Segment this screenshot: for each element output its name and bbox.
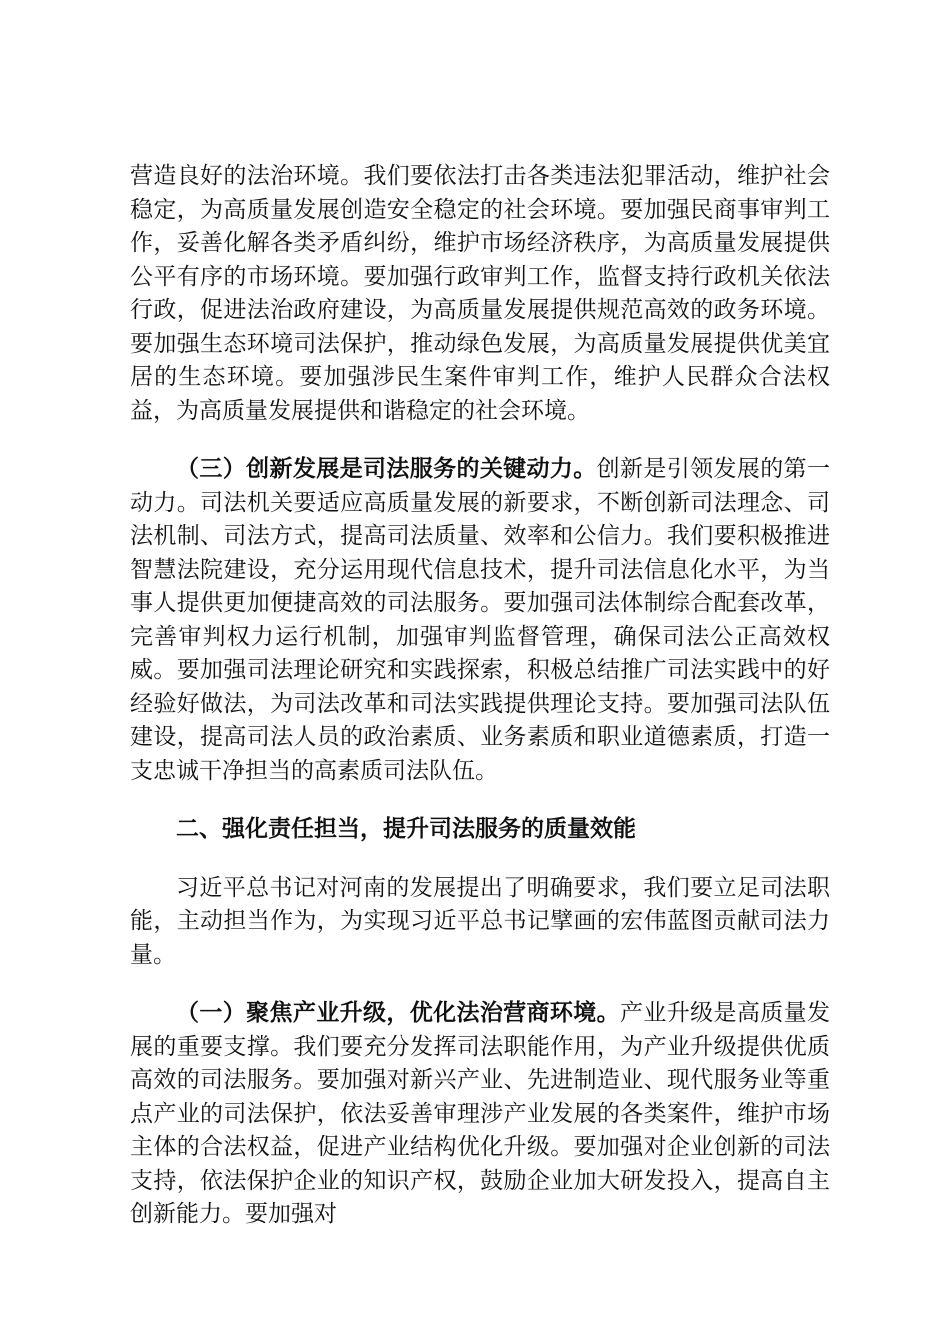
document-page [130, 160, 830, 1257]
paragraph-lead-heading: （一）聚焦产业升级，优化法治营商环境。 [176, 1000, 621, 1026]
paragraph-text: 产业升级是高质量发展的重要支撑。我们要充分发挥司法职能作用，为产业升级提供优质高效的司法服务。要加强对新兴产业、先进制造业、现代服务业等重点产业的司法保护，依法妥善审理涉产业发展的各类案件，维护市场主体的合法权益，促进产业结构优化升级。要加强对企业创新的司法支持，依法保护企业的知识产权，鼓励企业加大研发投入，提高自主创新能力。要加强对 [130, 1000, 831, 1227]
paragraph-text: 习近平总书记对河南的发展提出了明确要求，我们要立足司法职能，主动担当作为，为实现习近平总书记擘画的宏伟蓝图贡献司法力量。 [130, 874, 830, 968]
section-heading: 二、强化责任担当，提升司法服务的质量效能 [176, 816, 636, 842]
paragraph-innovation [130, 453, 830, 788]
paragraph-industry-upgrade [130, 997, 830, 1232]
paragraph-lead-heading: （三）创新发展是司法服务的关键动力。 [176, 456, 597, 482]
paragraph-section-intro [130, 872, 830, 973]
paragraph-legal-environment [130, 160, 830, 428]
paragraph-text: 创新是引领发展的第一动力。司法机关要适应高质量发展的新要求，不断创新司法理念、司法机制、司法方式，提高司法质量、效率和公信力。我们要积极推进智慧法院建设，充分运用现代信息技术，提升司法信息化水平，为当事人提供更加便捷高效的司法服务。要加强司法体制综合配套改革，完善审判权力运行机制，加强审判监督管理，确保司法公正高效权威。要加强司法理论研究和实践探索，积极总结推广司法实践中的好经验好做法，为司法改革和司法实践提供理论支持。要加强司法队伍建设，提高司法人员的政治素质、业务素质和职业道德素质，打造一支忠诚干净担当的高素质司法队伍。 [130, 456, 831, 784]
paragraph-text: 营造良好的法治环境。我们要依法打击各类违法犯罪活动，维护社会稳定，为高质量发展创造安全稳定的社会环境。要加强民商事审判工作，妥善化解各类矛盾纠纷，维护市场经济秩序，为高质量发展提供公平有序的市场环境。要加强行政审判工作，监督支持行政机关依法行政，促进法治政府建设，为高质量发展提供规范高效的政务环境。要加强生态环境司法保护，推动绿色发展，为高质量发展提供优美宜居的生态环境。要加强涉民生案件审判工作，维护人民群众合法权益，为高质量发展提供和谐稳定的社会环境。 [130, 163, 830, 424]
